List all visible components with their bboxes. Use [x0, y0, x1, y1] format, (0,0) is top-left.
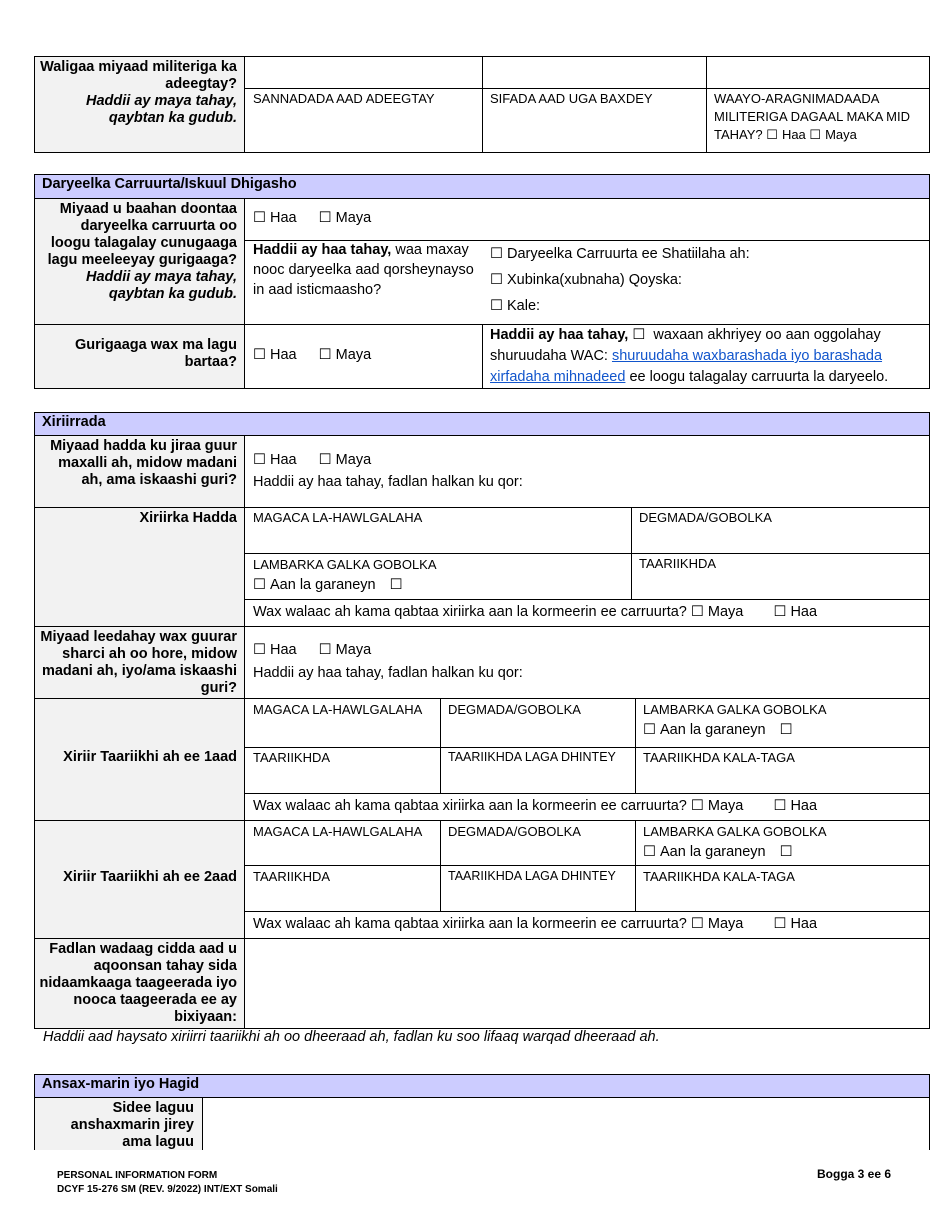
military-combat-no[interactable]: ☐ Maya: [809, 127, 857, 142]
military-discharge-header: SIFADA AAD UGA BAXDEY: [490, 91, 653, 106]
current-marriage-yes[interactable]: ☐ Haa: [253, 452, 297, 468]
hist1-county-phone-field[interactable]: LAMBARKA GALKA GOBOLKA: [643, 702, 827, 717]
current-date-field[interactable]: TAARIIKHDA: [639, 556, 717, 571]
homeschool-options: [253, 345, 371, 365]
historic-relationship-2-label: Xiriir Taariikhi ah ee 2aad: [35, 821, 245, 938]
childcare-need-yes[interactable]: ☐ Haa: [253, 210, 297, 226]
current-report-yes[interactable]: ☐ Haa: [773, 604, 818, 620]
hist1-date-done-field[interactable]: TAARIIKHDA LAGA DHINTEY: [448, 750, 616, 764]
hist1-report-question: Wax walaac ah kama qabtaa xiriirka aan la kormeerin ee carruurta? ☐ Maya ☐ Haa: [253, 798, 818, 814]
footer-form-id: DCYF 15-276 SM (REV. 9/2022) INT/EXT Somali: [57, 1184, 278, 1195]
homeschool-yes[interactable]: ☐ Haa: [253, 347, 297, 363]
support-system-input[interactable]: [245, 939, 929, 1028]
discipline-question-label: Sidee laguu anshaxmarin jirey ama laguu: [35, 1098, 202, 1150]
current-relationship-label: Xiriirka Hadda: [35, 508, 245, 626]
military-combat-question: WAAYO-ARAGNIMADAADA MILITERIGA DAGAAL MAKA MID TAHAY? ☐ Haa ☐ Maya: [714, 91, 911, 142]
hist2-report-no[interactable]: ☐ Maya: [690, 916, 744, 932]
hist2-report-question: Wax walaac ah kama qabtaa xiriirka aan la kormeerin ee carruurta? ☐ Maya ☐ Haa: [253, 916, 818, 932]
childcare-need-label: Miyaad u baahan doontaa daryeelka carruurta oo loogu talagalay cunugaaga lagu meeleeyay gurigaaga? Haddii ay maya tahay, qaybtan ka gudub.: [35, 199, 245, 324]
childcare-type-question: Haddii ay haa tahay, waa maxay nooc daryeelka aad qorsheynayso in aad isticmaasho?: [253, 242, 474, 298]
hist1-date-field[interactable]: TAARIIKHDA: [253, 750, 331, 765]
prior-marriage-label: Miyaad leedahay wax guurar sharci ah oo hore, midow madani ah, iyo/ama iskaashi guri?: [35, 627, 245, 698]
additional-relationships-note: Haddii aad haysato xiriirri taariikhi ah oo dheeraad ah, fadlan ku soo lifaaq warqad dheeraad ah.: [43, 1029, 660, 1045]
hist1-report-no[interactable]: ☐ Maya: [690, 798, 744, 814]
hist2-report-yes[interactable]: ☐ Haa: [773, 916, 818, 932]
homeschool-agree-checkbox[interactable]: ☐: [632, 327, 646, 343]
hist2-unknown-option[interactable]: ☐ Aan la garaneyn ☐: [643, 844, 793, 860]
prior-marriage-instruction: Haddii ay haa tahay, fadlan halkan ku qor:: [253, 665, 523, 681]
hist2-county-field[interactable]: DEGMADA/GOBOLKA: [448, 824, 581, 839]
homeschool-no[interactable]: ☐ Maya: [318, 347, 372, 363]
current-agency-field[interactable]: MAGACA LA-HAWLGALAHA: [253, 510, 423, 525]
homeschool-label: Gurigaaga wax ma lagu bartaa?: [35, 325, 245, 388]
childcare-section-header: Daryeelka Carruurta/Iskuul Dhigasho: [34, 174, 930, 199]
current-report-question: Wax walaac ah kama qabtaa xiriirka aan la kormeerin ee carruurta? ☐ Maya ☐ Haa: [253, 604, 818, 620]
childcare-option-licensed[interactable]: ☐ Daryeelka Carruurta ee Shatiilaha ah:: [490, 246, 750, 262]
current-marriage-instruction: Haddii ay haa tahay, fadlan halkan ku qor:: [253, 474, 523, 490]
historic-relationship-1-label: Xiriir Taariikhi ah ee 1aad: [35, 699, 245, 820]
homeschool-requirements: Haddii ay haa tahay, ☐ waxaan akhriyey oo aan oggolahay shuruudaha WAC: shuruudaha waxbarashada iyo barashada xirfadaha mihnadeed ee loogu talagalay carruurta la daryeelo.: [490, 327, 889, 385]
current-marriage-label: Miyaad hadda ku jiraa guur maxalli ah, midow madani ah, ama iskaashi guri?: [35, 436, 245, 507]
current-report-no[interactable]: ☐ Maya: [690, 604, 744, 620]
support-system-label: Fadlan wadaag cidda aad u aqoonsan tahay sida nidaamkaaga taageerada iyo nooca taageerada ee ay bixiyaan:: [35, 939, 245, 1028]
childcare-option-other[interactable]: ☐ Kale:: [490, 298, 541, 314]
discipline-answer-input[interactable]: [203, 1098, 929, 1150]
hist2-date-done-field[interactable]: TAARIIKHDA LAGA DHINTEY: [448, 869, 616, 883]
military-combat-yes[interactable]: ☐ Haa: [766, 127, 806, 142]
footer-page-number: Bogga 3 ee 6: [817, 1167, 892, 1181]
hist2-date-end-field[interactable]: TAARIIKHDA KALA-TAGA: [643, 869, 795, 884]
childcare-need-no[interactable]: ☐ Maya: [318, 210, 372, 226]
discipline-section-header: Ansax-marin iyo Hagid: [34, 1074, 930, 1098]
relationships-section-header: Xiriirrada: [34, 412, 930, 436]
hist2-date-field[interactable]: TAARIIKHDA: [253, 869, 331, 884]
footer-form-name: PERSONAL INFORMATION FORM: [57, 1170, 218, 1181]
prior-marriage-yes[interactable]: ☐ Haa: [253, 642, 297, 658]
childcare-need-options: [253, 208, 371, 228]
current-unknown-option[interactable]: ☐ Aan la garaneyn ☐: [253, 577, 403, 593]
current-county-field[interactable]: DEGMADA/GOBOLKA: [639, 510, 772, 525]
wac-requirements-link[interactable]: shuruudaha waxbarashada iyo barashada xirfadaha mihnadeed: [490, 348, 883, 385]
current-marriage-options: [253, 450, 371, 470]
hist2-agency-field[interactable]: MAGACA LA-HAWLGALAHA: [253, 824, 423, 839]
hist1-date-end-field[interactable]: TAARIIKHDA KALA-TAGA: [643, 750, 795, 765]
hist1-county-field[interactable]: DEGMADA/GOBOLKA: [448, 702, 581, 717]
current-marriage-no[interactable]: ☐ Maya: [318, 452, 372, 468]
hist1-agency-field[interactable]: MAGACA LA-HAWLGALAHA: [253, 702, 423, 717]
childcare-option-family[interactable]: ☐ Xubinka(xubnaha) Qoyska:: [490, 272, 682, 288]
military-question-label: Waligaa miyaad militeriga ka adeegtay? Haddii ay maya tahay, qaybtan ka gudub.: [35, 57, 245, 152]
current-county-phone-field[interactable]: LAMBARKA GALKA GOBOLKA: [253, 557, 437, 572]
military-years-header: SANNADADA AAD ADEEGTAY: [253, 91, 435, 106]
prior-marriage-no[interactable]: ☐ Maya: [318, 642, 372, 658]
hist1-unknown-option[interactable]: ☐ Aan la garaneyn ☐: [643, 722, 793, 738]
hist2-county-phone-field[interactable]: LAMBARKA GALKA GOBOLKA: [643, 824, 827, 839]
hist1-report-yes[interactable]: ☐ Haa: [773, 798, 818, 814]
prior-marriage-options: [253, 640, 371, 660]
